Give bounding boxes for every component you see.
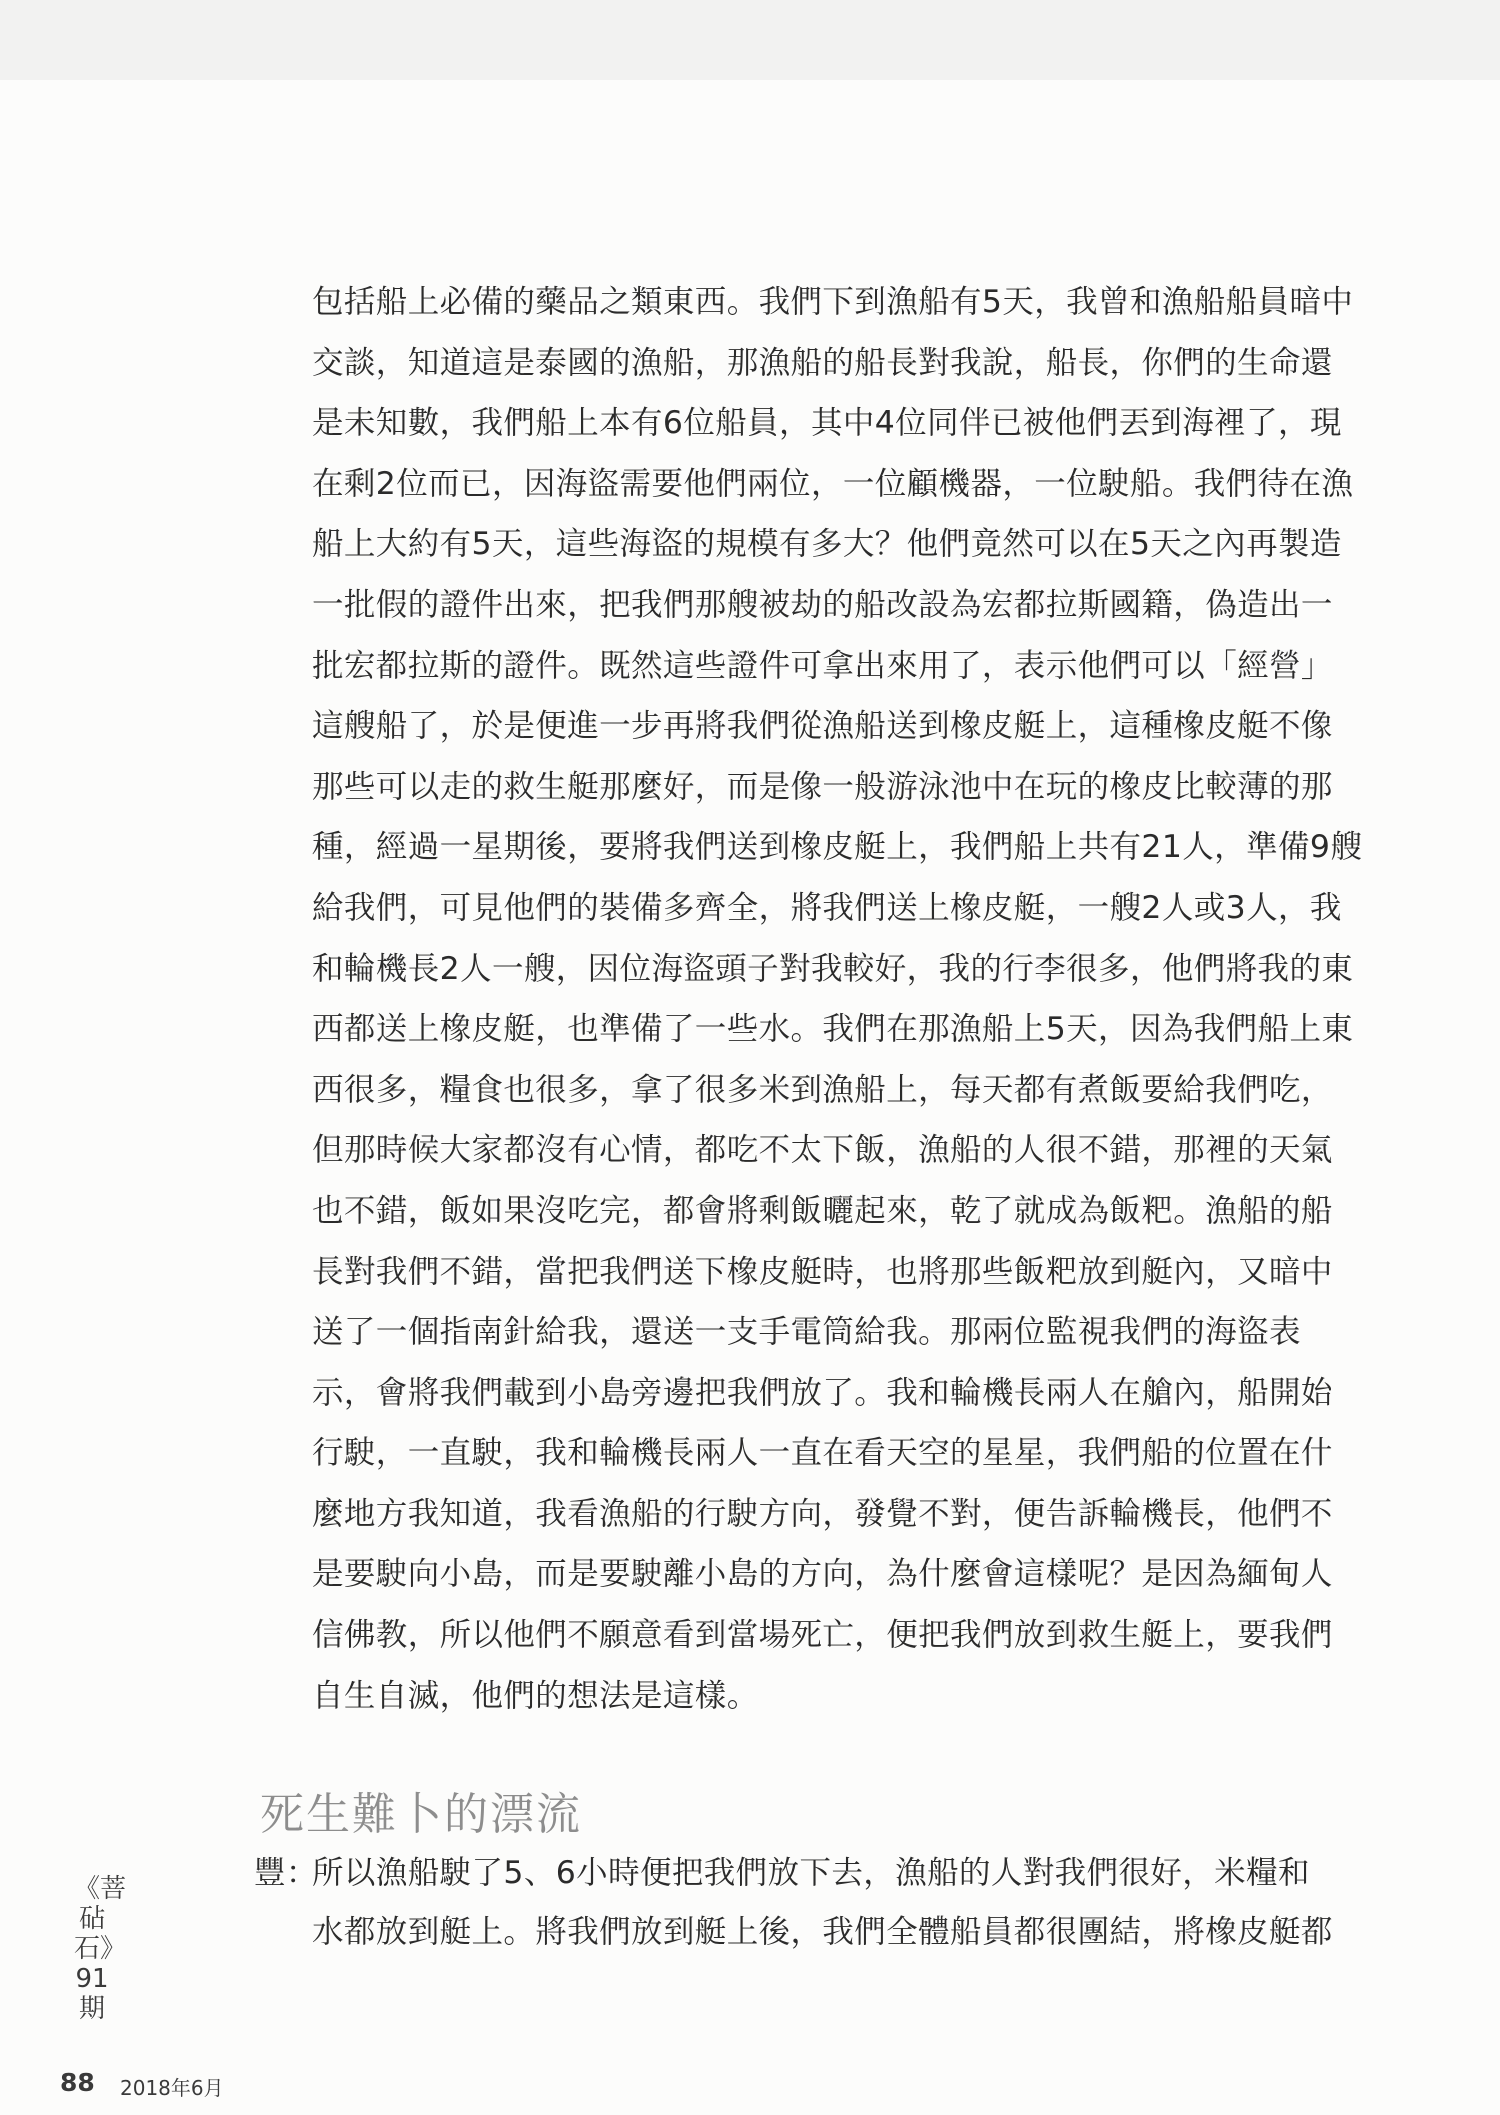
body-line: 也不錯，飯如果沒吃完，都會將剩飯曬起來，乾了就成為飯粑。漁船的船 [312,1192,1333,1229]
body-line: 給我們，可見他們的裝備多齊全，將我們送上橡皮艇，一艘2人或3人，我 [312,889,1342,926]
body-line: 和輪機長2人一艘，因位海盜頭子對我較好，我的行李很多，他們將我的東 [312,950,1354,987]
dialogue-line [254,1844,1384,1903]
body-line: 是要駛向小島，而是要駛離小島的方向，為什麼會這樣呢？是因為緬甸人 [312,1556,1333,1593]
body-line: 那些可以走的救生艇那麼好，而是像一般游泳池中在玩的橡皮比較薄的那 [312,768,1333,805]
speaker-label: 豐： [254,1855,318,1891]
body-line: 西很多，糧食也很多，拿了很多米到漁船上，每天都有煮飯要給我們吃， [312,1071,1333,1108]
top-margin-band [0,0,1500,80]
body-line: 在剩2位而已，因海盜需要他們兩位，一位顧機器，一位駛船。我們待在漁 [312,465,1354,502]
body-line: 但那時候大家都沒有心情，都吃不太下飯，漁船的人很不錯，那裡的天氣 [312,1132,1333,1169]
body-line: 批宏都拉斯的證件。既然這些證件可拿出來用了，表示他們可以「經營」 [312,647,1333,684]
publication-date: 2018年6月 [120,2076,224,2100]
body-line: 示，會將我們載到小島旁邊把我們放了。我和輪機長兩人在艙內，船開始 [312,1374,1333,1411]
page-number: 88 [60,2068,95,2097]
dialogue-block [254,1844,1384,1962]
body-line: 包括船上必備的藥品之類東西。我們下到漁船有5天，我曾和漁船船員暗中 [312,284,1354,320]
body-line: 是未知數，我們船上本有6位船員，其中4位同伴已被他們丟到海裡了，現 [312,405,1342,442]
body-line: 送了一個指南針給我，還送一支手電筒給我。那兩位監視我們的海盜表 [312,1314,1301,1351]
body-line: 這艘船了，於是便進一步再將我們從漁船送到橡皮艇上，這種橡皮艇不像 [312,708,1333,745]
section-heading: 死生難卜的漂流 [260,1789,582,1840]
body-line: 行駛，一直駛，我和輪機長兩人一直在看天空的星星，我們船的位置在什 [312,1435,1333,1472]
body-paragraph [312,272,1380,1726]
dialogue-text: 所以漁船駛了5、6小時便把我們放下去，漁船的人對我們很好，米糧和 [312,1855,1310,1891]
publication-title: 《菩砧石》91期 [74,1874,127,2024]
body-line: 長對我們不錯，當把我們送下橡皮艇時，也將那些飯粑放到艇內，又暗中 [312,1253,1333,1290]
body-line: 麼地方我知道，我看漁船的行駛方向，發覺不對，便告訴輪機長，他們不 [312,1495,1333,1532]
body-line: 船上大約有5天，這些海盜的規模有多大？他們竟然可以在5天之內再製造 [312,526,1342,563]
dialogue-line [254,1903,1384,1962]
body-line: 交談，知道這是泰國的漁船，那漁船的船長對我說，船長，你們的生命還 [312,344,1333,381]
dialogue-text: 水都放到艇上。將我們放到艇上後，我們全體船員都很團結，將橡皮艇都 [312,1914,1333,1950]
body-line: 信佛教，所以他們不願意看到當場死亡，便把我們放到救生艇上，要我們 [312,1617,1333,1654]
body-line: 西都送上橡皮艇，也準備了一些水。我們在那漁船上5天，因為我們船上東 [312,1011,1354,1048]
body-line: 種，經過一星期後，要將我們送到橡皮艇上，我們船上共有21人，準備9艘 [312,829,1363,866]
body-line: 一批假的證件出來，把我們那艘被劫的船改設為宏都拉斯國籍，偽造出一 [312,586,1333,623]
body-line: 自生自滅，他們的想法是這樣。 [312,1677,759,1714]
